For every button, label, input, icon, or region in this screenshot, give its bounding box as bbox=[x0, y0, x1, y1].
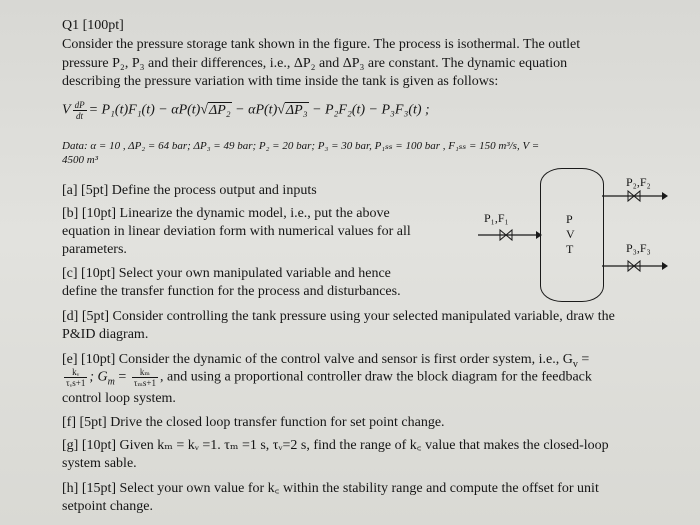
equation-term-2: − αP(t) bbox=[235, 102, 278, 118]
part-a: [a] [5pt] Define the process output and inputs bbox=[62, 183, 317, 198]
part-c-line-1: [c] [10pt] Select your own manipulated variable and hence bbox=[62, 266, 391, 281]
tank-label-t: T bbox=[566, 242, 574, 256]
intro-line-3: describing the pressure variation with time inside the tank is given as follows: bbox=[62, 74, 499, 89]
data-line-1: Data: α = 10 , ΔP₂ = 64 bar; ΔP₃ = 49 bar; P₂ = 20 bar; P₃ = 30 bar, P₁ₛₛ = 100 bar , F₁ₛₛ = 150 m³/s, V = bbox=[62, 140, 540, 152]
question-title: Q1 [100pt] bbox=[62, 18, 124, 33]
part-d-line-1: [d] [5pt] Consider controlling the tank pressure using your selected manipulated variable, draw the bbox=[62, 309, 615, 324]
sqrt-icon: √ bbox=[277, 102, 285, 118]
part-g-line-2: system sable. bbox=[62, 456, 137, 471]
part-b-line-2: equation in linear deviation form with numerical values for all bbox=[62, 224, 411, 239]
equation-volume: V bbox=[62, 102, 71, 118]
part-h-line-2: setpoint change. bbox=[62, 499, 153, 514]
sqrt-icon: √ bbox=[200, 102, 209, 118]
gm-fraction: $\frac{\text{kₘ}}{\text{τₘs+1}}$ bbox=[133, 367, 156, 388]
equation-derivative: $\frac{dP}{dt}$ bbox=[74, 100, 85, 121]
part-h-line-1: [h] [15pt] Select your own value for k꜀ within the stability range and compute the offset for unit bbox=[62, 481, 599, 496]
tank-label-p: P bbox=[566, 212, 573, 226]
equation-term-3: − P₂F₂(t) − P₃F₃(t) ; bbox=[312, 102, 430, 118]
equation-term-1: = P₁(t)F₁(t) − αP(t) bbox=[88, 102, 201, 118]
part-e-line-1: [e] [10pt] Consider the dynamic of the control valve and sensor is first order system, i.e., $G_v$ = bbox=[62, 352, 590, 370]
tank-label-v: V bbox=[566, 227, 575, 241]
part-b-line-1: [b] [10pt] Linearize the dynamic model, i.e., put the above bbox=[62, 206, 390, 221]
equation-sqrt-dp2: ΔP₂ bbox=[209, 102, 231, 118]
part-d-line-2: P&ID diagram. bbox=[62, 327, 149, 342]
data-line-2: 4500 m³ bbox=[62, 154, 98, 166]
outlet-bottom-label: P₃,F₃ bbox=[626, 241, 651, 255]
equation-sqrt-dp3: ΔP₃ bbox=[285, 102, 308, 118]
part-f: [f] [5pt] Drive the closed loop transfer function for set point change. bbox=[62, 415, 445, 430]
gv-fraction: $\frac{\text{kᵥ}}{\text{τᵥs+1}}$ bbox=[66, 367, 86, 388]
part-g-line-1: [g] [10pt] Given kₘ = kᵥ =1. τₘ =1 s, τᵥ=2 s, find the range of k꜀ value that makes the closed-loop bbox=[62, 438, 609, 453]
part-b-line-3: parameters. bbox=[62, 242, 127, 257]
inlet-label: P₁,F₁ bbox=[484, 211, 509, 225]
intro-line-2: pressure P₂, P₃ and their differences, i.e., ΔP₂ and ΔP₃ are constant. The dynamic equation bbox=[62, 56, 568, 71]
part-c-line-2: define the transfer function for the process and disturbances. bbox=[62, 284, 401, 299]
outlet-top-label: P₂,F₂ bbox=[626, 175, 651, 189]
part-e-line-3: control loop system. bbox=[62, 391, 176, 406]
intro-line-1: Consider the pressure storage tank shown in the figure. The process is isothermal. The outlet bbox=[62, 37, 581, 52]
part-e-line-2: $\frac{\text{kᵥ}}{\text{τᵥs+1}}$ ; $G_m$ = $\frac{\text{kₘ}}{\text{τₘs+1}}$ , and using a proportional controller draw the block diagram for the feedback bbox=[66, 367, 592, 388]
